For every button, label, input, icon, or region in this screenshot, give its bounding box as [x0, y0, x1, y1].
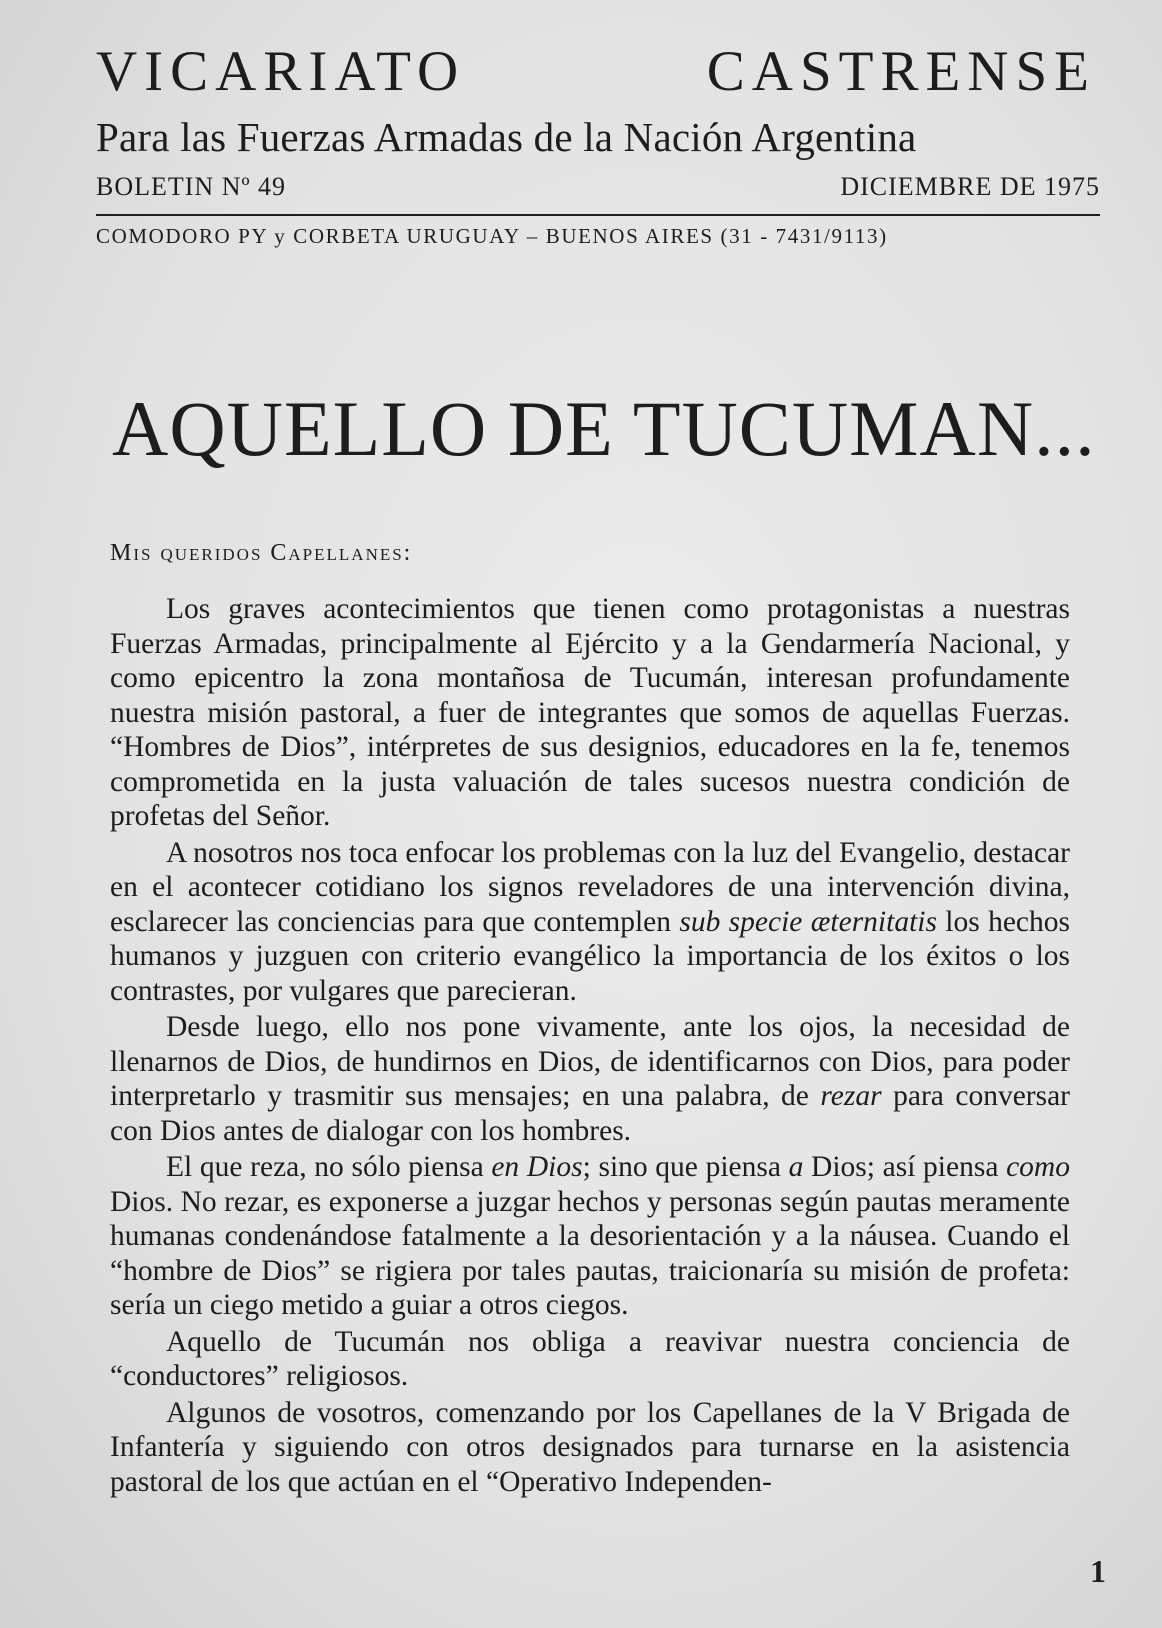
body-paragraph — [110, 1325, 1070, 1394]
paragraph-text: Desde luego, ello nos pone vivamente, ante los ojos, la necesidad de llenarnos de Dios, de hundirnos en Dios, de identificarnos con Dios, para poder interpretarlo y trasmitir sus mensajes; en una palabra, de — [110, 1011, 1070, 1112]
masthead-subtitle: Para las Fuerzas Armadas de la Nación Argentina — [96, 114, 917, 160]
italic-phrase: a — [788, 1151, 804, 1183]
paragraph-text: A nosotros nos toca enfocar los problemas con la luz del Evangelio, destacar en el acontecer cotidiano los signos reveladores de una intervención divina, esclarecer las conciencias para que contemplen — [110, 836, 1070, 938]
body-paragraph — [110, 1010, 1070, 1148]
bulletin-number: BOLETIN Nº 49 — [96, 172, 287, 201]
paragraph-text: Dios. No rezar, es exponerse a juzgar hechos y personas según pautas meramente humanas condenándose fatalmente a la desorientación y a la náusea. Cuando el “hombre de Dios” se rigiera por tales pautas, traicionaría su misión de profeta: sería un ciego metido a guiar a otros ciegos. — [110, 1185, 1070, 1321]
body-paragraph — [110, 1150, 1070, 1323]
paragraph-text: Dios; así piensa — [803, 1151, 1007, 1183]
paragraph-text: Aquello de Tucumán nos obliga a reavivar nuestra conciencia de “conductores” religiosos. — [110, 1325, 1070, 1392]
italic-phrase: en Dios — [491, 1151, 583, 1183]
bulletin-date: DICIEMBRE DE 1975 — [840, 172, 1100, 201]
article-body — [110, 592, 1070, 1501]
paragraph-text: ; sino que piensa — [582, 1151, 789, 1183]
paragraph-text: para conversar con Dios antes de dialogar con los hombres. — [110, 1080, 1071, 1147]
article-title: AQUELLO DE TUCUMAN... — [112, 385, 1096, 472]
page-number: 1 — [1090, 1553, 1106, 1589]
masthead-meta — [96, 172, 1100, 202]
italic-phrase: como — [1006, 1151, 1070, 1183]
masthead-rule — [96, 214, 1100, 216]
paragraph-text: El que reza, no sólo piensa — [166, 1151, 492, 1183]
masthead-address: COMODORO PY y CORBETA URUGUAY – BUENOS AIRES (31 - 7431/9113) — [96, 224, 888, 248]
masthead-title-left: VICARIATO — [96, 40, 466, 103]
salutation: Mis queridos Capellanes: — [110, 540, 413, 566]
masthead-title — [96, 40, 1100, 104]
italic-phrase: sub specie æternitatis — [679, 905, 937, 938]
paragraph-text: los hechos humanos y juzguen con criterio evangélico la importancia de los éxitos o los contrastes, por vulgares que parecieran. — [110, 905, 1071, 1007]
paragraph-text: Algunos de vosotros, comenzando por los Capellanes de la V Brigada de Infantería y siguiendo con otros designados para turnarse en la asistencia pastoral de los que actúan en el “Operativo Independen- — [110, 1396, 1070, 1498]
italic-phrase: rezar — [820, 1080, 882, 1112]
masthead — [96, 40, 1100, 249]
paragraph-text: Los graves acontecimientos que tienen como protagonistas a nuestras Fuerzas Armadas, principalmente al Ejército y a la Gendarmería Nacional, y como epicentro la zona montañosa de Tucumán, interesan profundamente nuestra misión pastoral, a fuer de integrantes que somos de aquellas Fuerzas. “Hombres de Dios”, intérpretes de sus designios, educadores en la fe, tenemos comprometida en la justa valuación de tales sucesos nuestra condición de profetas del Señor. — [110, 593, 1070, 832]
body-paragraph — [110, 836, 1070, 1009]
masthead-title-right: CASTRENSE — [706, 40, 1096, 103]
body-paragraph — [110, 592, 1070, 834]
body-paragraph — [110, 1396, 1070, 1500]
